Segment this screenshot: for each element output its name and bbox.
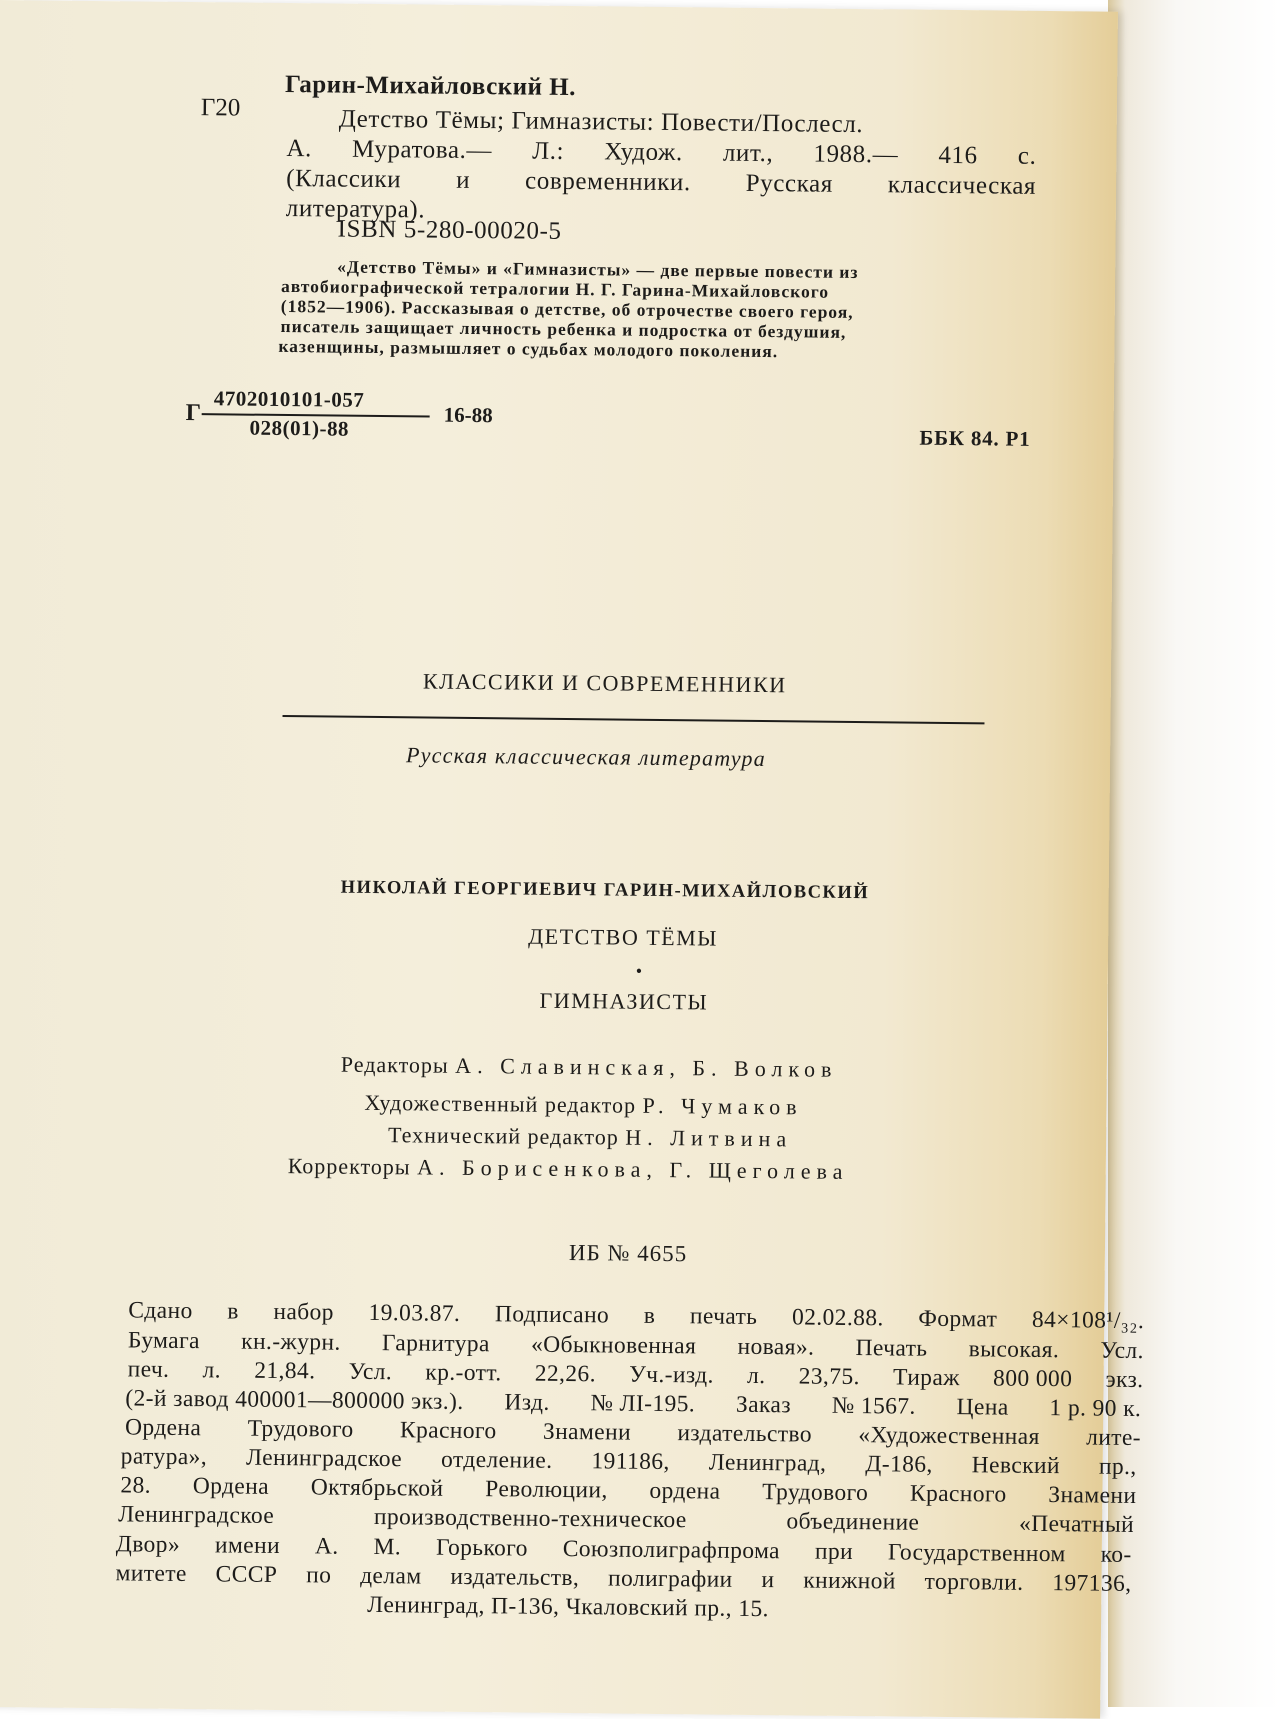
word: классическая (887, 171, 1037, 200)
bbk-code: ББК 84. Р1 (919, 425, 1031, 451)
classification-denominator: 028(01)-88 (249, 415, 350, 441)
credit-editors (341, 1052, 838, 1083)
word: Знамени (542, 1418, 632, 1446)
word: кн.-журн. (241, 1328, 341, 1356)
word: Октябрьской (310, 1474, 444, 1502)
word: издательство (677, 1420, 813, 1448)
word: Государственном (887, 1539, 1066, 1568)
credit-tech-editor (388, 1122, 792, 1152)
word: и (456, 166, 471, 194)
word: Л.: (532, 137, 565, 165)
word: и (761, 1567, 775, 1594)
word: современники. (524, 167, 691, 197)
word: Худож. (604, 138, 683, 167)
credit-role: Художественный редактор (364, 1089, 637, 1118)
word: л. (202, 1357, 222, 1384)
credit-art-editor (364, 1090, 802, 1121)
word: в (227, 1298, 239, 1325)
word: 800 000 (992, 1365, 1073, 1393)
abstract-line: (1852—1906). Рассказывая о детстве, об отрочестве своего героя, (280, 295, 854, 322)
word: имени (214, 1532, 281, 1560)
word: 191186, (591, 1448, 670, 1476)
word: «Печатный (1018, 1510, 1135, 1538)
word: Трудового (247, 1415, 354, 1443)
word: Печать (855, 1335, 928, 1362)
word: 22,26. (534, 1360, 597, 1388)
word: экз. (1105, 1366, 1144, 1394)
word: книжной (803, 1567, 896, 1595)
word: производственно-техническое (373, 1503, 687, 1534)
credit-names: Р. Чумаков (642, 1092, 803, 1120)
credit-role: Корректоры (287, 1153, 411, 1180)
word: Трудового (762, 1479, 869, 1507)
word: А. (314, 1533, 339, 1560)
word: печ. (127, 1356, 170, 1383)
word: Горького (435, 1534, 528, 1562)
word: Усл. (1100, 1337, 1145, 1365)
word: Русская (745, 169, 834, 198)
catalog-line-1: Детство Тёмы; Гимназисты: Повести/Послесл. (338, 105, 864, 139)
word: 21,84. (254, 1357, 316, 1385)
word: торговли. (924, 1568, 1024, 1596)
ib-number: ИБ № 4655 (568, 1240, 688, 1267)
word: Ордена (124, 1414, 202, 1442)
title-separator: • (635, 960, 643, 981)
classification-suffix: 16-88 (443, 402, 493, 428)
word: 23,75. (798, 1363, 860, 1391)
word: в (643, 1302, 656, 1329)
word: № ЛІ-195. (590, 1390, 696, 1418)
catalog-line-4: литература). (285, 195, 426, 224)
word: полиграфии (607, 1565, 733, 1593)
work-title-1: ДЕТСТВО ТЁМЫ (528, 923, 719, 951)
catalog-code: Г20 (200, 94, 241, 122)
word: 197136, (1052, 1570, 1132, 1597)
word: 1988.— (813, 140, 899, 169)
credit-names: Н. Литвина (625, 1124, 793, 1152)
word: Ордена (192, 1473, 270, 1500)
word: ко- (1100, 1541, 1132, 1568)
credit-role: Технический редактор (388, 1122, 619, 1150)
word: 02.02.88. (791, 1304, 884, 1332)
word: Красного (399, 1417, 497, 1445)
word: Невский (971, 1452, 1061, 1480)
word: высокая. (968, 1336, 1060, 1364)
classification-numerator: 4702010101-057 (213, 386, 365, 412)
word: А. (286, 135, 313, 163)
word: Подписано (494, 1301, 610, 1329)
word: ордена (649, 1477, 721, 1505)
subseries-name: Русская классическая литература (405, 742, 767, 772)
word: Сдано (128, 1297, 193, 1325)
work-title-2: ГИМНАЗИСТЫ (539, 987, 709, 1015)
word: новая». (737, 1333, 815, 1361)
word: лит., (722, 139, 774, 168)
word: Красного (909, 1480, 1007, 1508)
word: печать (689, 1303, 758, 1331)
word: Ленинград, (708, 1449, 827, 1477)
word: Д-186, (865, 1451, 933, 1478)
credit-names: А. Борисенкова, Г. Щеголева (417, 1154, 849, 1184)
word: Тираж (892, 1364, 961, 1392)
abstract-line: казенщины, размышляет о судьбах молодого поколения. (278, 335, 779, 362)
word: Союзполиграфпрома (562, 1535, 781, 1565)
series-divider (283, 715, 985, 724)
imprint-line-11: Ленинград, П-136, Чкаловский пр., 15. (367, 1591, 769, 1623)
word: делам (360, 1562, 422, 1590)
word: 84×108¹/₃₂. (1031, 1306, 1145, 1335)
word: (Классики (286, 165, 402, 194)
word: л. (746, 1362, 766, 1390)
word: Гарнитура (381, 1330, 490, 1358)
abstract-line: автобиографической тетралогии Н. Г. Гарина-Михайловского (280, 275, 830, 302)
credit-proofreaders (288, 1153, 849, 1185)
word: Ленинградское (118, 1501, 275, 1529)
word: (2-й завод 400001—800000 экз.). (125, 1385, 464, 1415)
word: пр., (1098, 1453, 1137, 1480)
word: М. (373, 1533, 402, 1561)
author-full-name: НИКОЛАЙ ГЕОРГИЕВИЧ ГАРИН-МИХАЙЛОВСКИЙ (340, 877, 870, 904)
word: Изд. (504, 1389, 550, 1416)
word: «Художественная (858, 1422, 1040, 1450)
series-name: КЛАССИКИ И СОВРЕМЕННИКИ (422, 668, 787, 698)
word: Формат (918, 1305, 998, 1333)
word: ратура», (120, 1443, 208, 1471)
catalog-author: Гарин-Михайловский Н. (284, 70, 577, 102)
word: Заказ (735, 1391, 792, 1419)
credit-role: Редакторы (340, 1051, 449, 1078)
word: 1 р. 90 к. (1049, 1395, 1142, 1423)
word: Двор» (115, 1531, 181, 1558)
word: СССР (215, 1561, 278, 1588)
word: отделение. (440, 1446, 553, 1474)
word: митете (115, 1560, 187, 1588)
abstract-line: «Детство Тёмы» и «Гимназисты» — две первые повести из (337, 256, 859, 283)
word: по (306, 1562, 332, 1589)
word: 28. (120, 1472, 152, 1499)
isbn: ISBN 5-280-00020-5 (337, 215, 562, 245)
word: Ленинградское (245, 1444, 403, 1473)
word: Муратова.— (351, 135, 493, 165)
word: объединение (786, 1508, 920, 1536)
word: Знамени (1048, 1482, 1137, 1509)
word: Уч.-изд. (629, 1361, 714, 1389)
word: «Обыкновенная (530, 1331, 697, 1360)
word: кр.-отт. (425, 1359, 502, 1387)
classification-letter: Г (185, 399, 202, 427)
abstract-line: писатель защищает личность ребенка и подростка от бездушия, (280, 315, 847, 342)
word: Усл. (348, 1358, 393, 1386)
word: издательств, (450, 1563, 580, 1592)
credit-names: А. Славинская, Б. Волков (455, 1052, 838, 1082)
word: лите- (1086, 1424, 1142, 1452)
word: Бумага (127, 1327, 201, 1355)
word: Революции, (485, 1476, 608, 1504)
word: с. (1017, 142, 1037, 170)
word: набор (273, 1298, 335, 1326)
word: при (814, 1538, 854, 1566)
word: 19.03.87. (368, 1299, 461, 1327)
word: № 1567. (831, 1392, 916, 1420)
word: 416 (938, 141, 978, 170)
word: Цена (956, 1394, 1009, 1421)
